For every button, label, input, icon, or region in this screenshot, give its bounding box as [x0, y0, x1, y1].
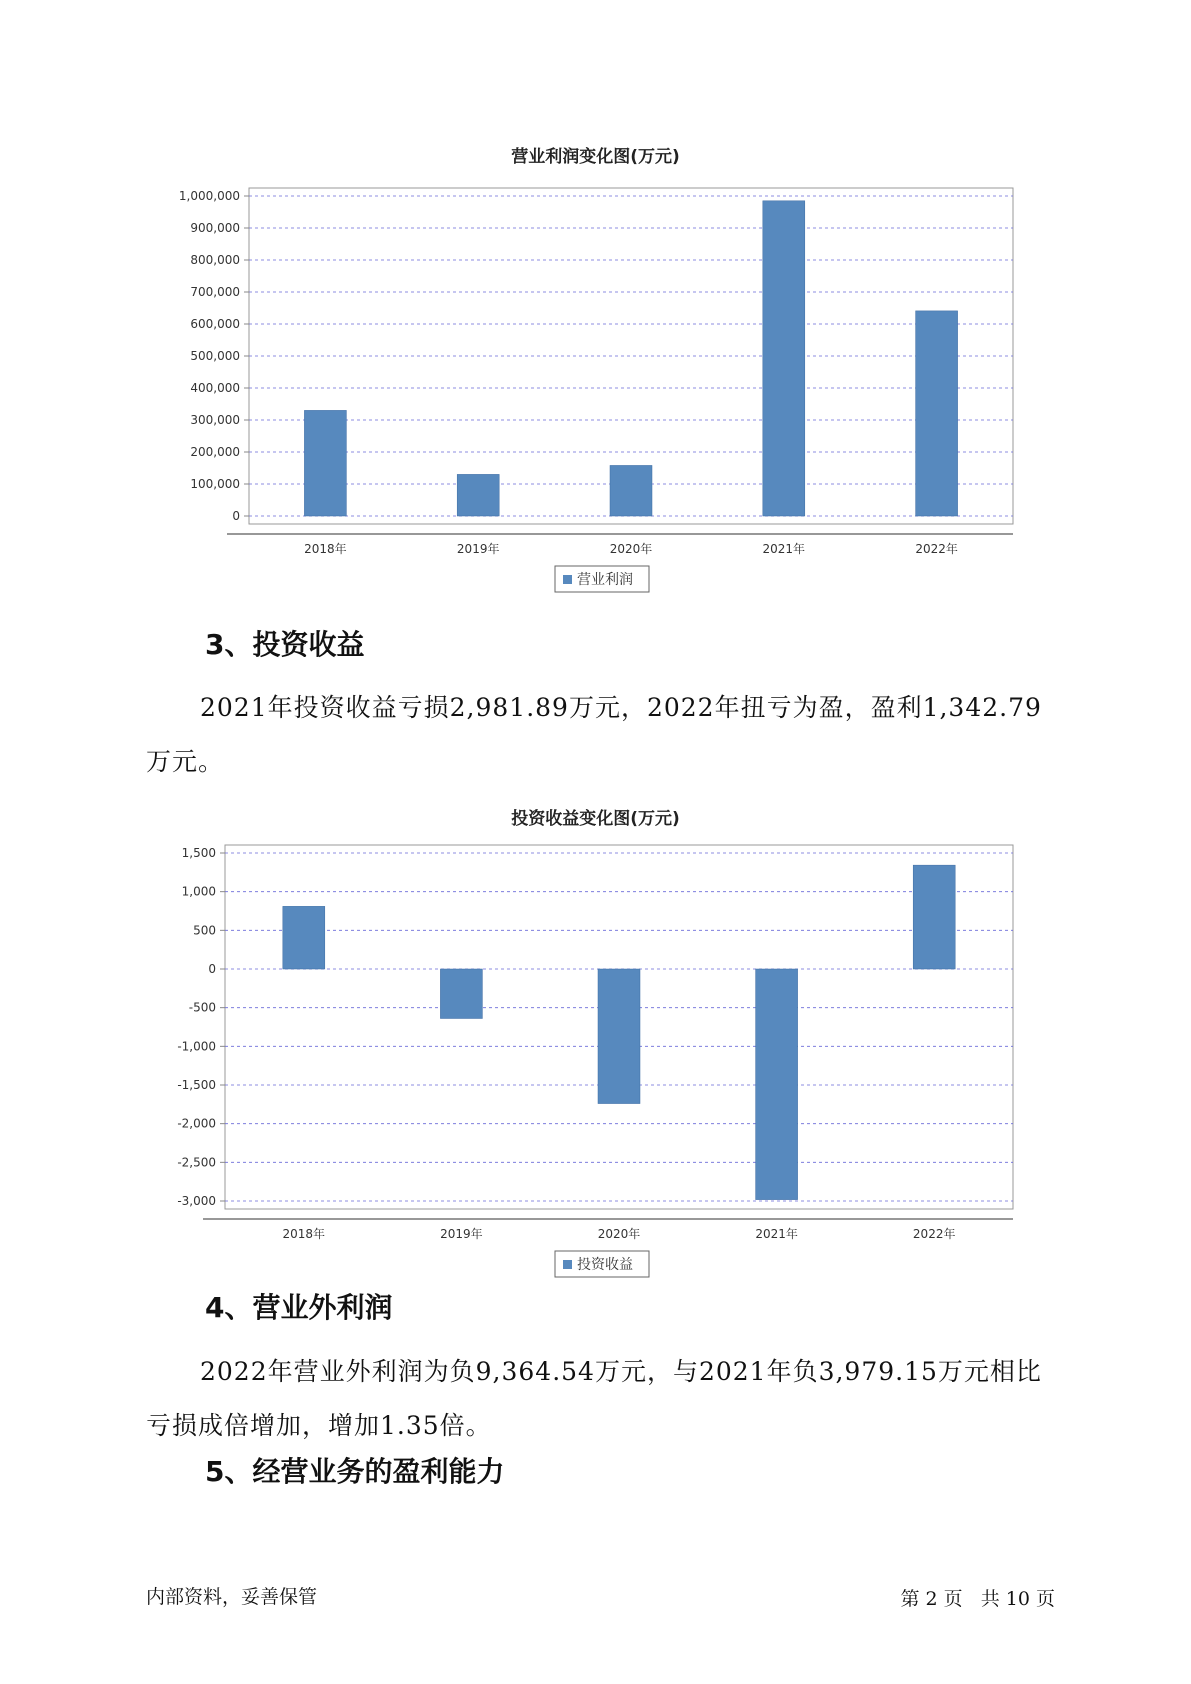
section-4-heading: 4、营业外利润	[205, 1291, 393, 1324]
legend-swatch	[563, 575, 572, 584]
x-tick-label: 2020年	[597, 1227, 641, 1241]
bar	[440, 969, 482, 1018]
section-5-heading: 5、经营业务的盈利能力	[205, 1455, 505, 1488]
y-tick-label: 200,000	[190, 445, 240, 459]
x-tick-label: 2022年	[915, 542, 958, 556]
y-tick-label: 600,000	[190, 317, 240, 331]
y-tick-label: 1,000,000	[178, 189, 240, 203]
x-tick-label: 2020年	[609, 542, 653, 556]
y-tick-label: 500,000	[190, 349, 240, 363]
footer-confidential-note: 内部资料，妥善保管	[146, 1586, 318, 1608]
bar	[913, 865, 955, 969]
section-3-text: 2021年投资收益亏损2,981.89万元，2022年扭亏为盈，盈利1,342.79万元。	[146, 693, 1042, 776]
x-tick-label: 2021年	[755, 1227, 798, 1241]
x-tick-label: 2022年	[912, 1227, 956, 1241]
operating-profit-chart	[0, 160, 1191, 590]
y-tick-label: 1,500	[181, 846, 216, 860]
y-tick-label: 1,000	[181, 884, 216, 899]
legend-swatch	[563, 1260, 572, 1269]
bar	[283, 906, 325, 969]
y-tick-label: -1,000	[177, 1039, 216, 1054]
bar	[756, 969, 798, 1200]
x-tick-label: 2018年	[304, 542, 347, 556]
y-tick-label: -2,000	[177, 1116, 216, 1131]
y-tick-label: 900,000	[190, 221, 240, 235]
bar	[916, 311, 958, 516]
bar	[598, 969, 640, 1104]
x-tick-label: 2019年	[456, 542, 500, 556]
y-tick-label: -3,000	[177, 1194, 216, 1208]
y-tick-label: -500	[188, 1000, 216, 1015]
investment-income-chart	[0, 825, 1191, 1273]
y-tick-label: 0	[208, 962, 216, 976]
bar	[763, 201, 805, 516]
legend-label: 营业利润	[577, 572, 633, 588]
x-tick-label: 2018年	[282, 1227, 326, 1241]
y-tick-label: 100,000	[190, 477, 240, 491]
y-tick-label: 400,000	[190, 381, 240, 395]
section-4-text: 2022年营业外利润为负9,364.54万元，与2021年负3,979.15万元相比亏损成倍增加，增加1.35倍。	[146, 1357, 1042, 1440]
y-tick-label: -1,500	[177, 1078, 216, 1092]
x-tick-label: 2021年	[762, 542, 806, 556]
y-tick-label: 800,000	[190, 253, 240, 267]
bar	[610, 465, 652, 516]
section-3-heading: 3、投资收益	[205, 628, 365, 661]
chart2-title: 投资收益变化图(万元)	[511, 809, 680, 829]
y-tick-label: 300,000	[190, 413, 240, 427]
y-tick-label: 500	[193, 923, 216, 938]
y-tick-label: 700,000	[190, 285, 240, 299]
x-tick-label: 2019年	[440, 1227, 483, 1241]
footer-page-number: 第 2 页 共 10 页	[900, 1588, 1055, 1610]
bar	[304, 410, 346, 516]
legend-label: 投资收益	[577, 1257, 633, 1273]
chart1-title: 营业利润变化图(万元)	[511, 147, 680, 167]
y-tick-label: -2,500	[177, 1155, 216, 1170]
y-tick-label: 0	[232, 509, 240, 523]
bar	[457, 474, 499, 516]
